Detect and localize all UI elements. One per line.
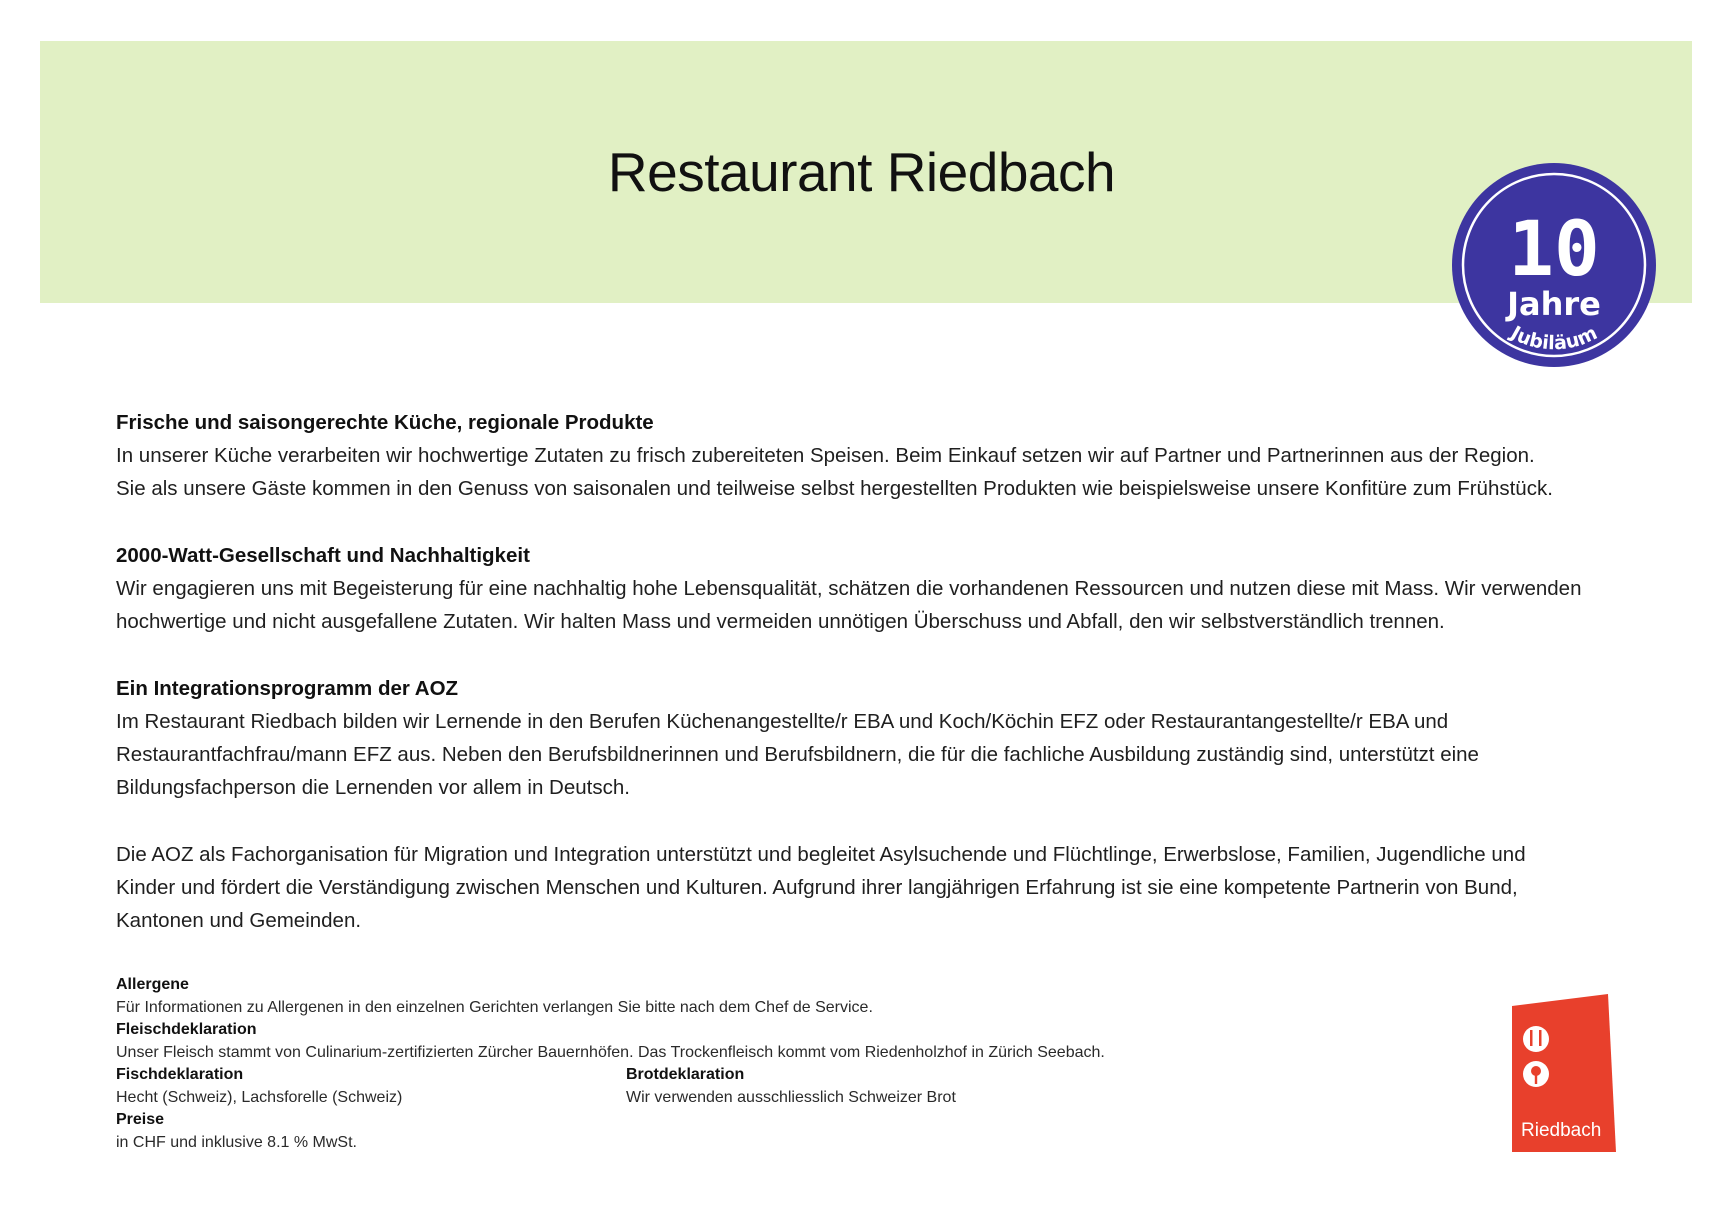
section-integration [116,672,1636,804]
fleisch-text: Unser Fleisch stammt von Culinarium-zertifizierten Zürcher Bauernhöfen. Das Trockenfleisch kommt vom Riedenholzhof in Zürich Seebach. [116,1043,1105,1061]
section-kueche [116,406,1636,505]
section-line: Die AOZ als Fachorganisation für Migration und Integration unterstützt und begleitet Asylsuchende und Flüchtlinge, Erwerbslose, Familien, Jugendliche und [116,843,1526,866]
badge-number: 10 [1508,204,1600,293]
brot-label: Brotdeklaration [626,1066,745,1083]
section-line: Kantonen und Gemeinden. [116,909,362,932]
footer-declarations [116,974,1416,1154]
main-content [116,406,1636,971]
allergene-label: Allergene [116,976,189,993]
fisch-text: Hecht (Schweiz), Lachsforelle (Schweiz) [116,1088,403,1106]
section-line: In unserer Küche verarbeiten wir hochwertige Zutaten zu frisch zubereiteten Speisen. Beim Einkauf setzen wir auf Partner und Partnerinnen aus der Region. [116,444,1535,467]
spoon-icon [1523,1061,1549,1087]
section-aoz [116,838,1636,937]
section-line: Wir engagieren uns mit Begeisterung für eine nachhaltig hohe Lebensqualität, schätzen die vorhandenen Ressourcen und nutzen diese mit Mass. Wir verwenden [116,577,1582,600]
badge-years: Jahre [1507,285,1601,323]
allergene-text: Für Informationen zu Allergenen in den einzelnen Gerichten verlangen Sie bitte nach dem Chef de Service. [116,998,873,1016]
section-line: Im Restaurant Riedbach bilden wir Lernende in den Berufen Küchenangestellte/r EBA und Koch/Köchin EFZ oder Restaurantangestellte/r EBA und [116,710,1449,733]
fisch-column [116,1064,626,1109]
badge-jubilee: Jubiläum [1507,321,1601,355]
fork-knife-icon [1523,1026,1549,1052]
anniversary-badge [1452,163,1656,367]
section-nachhaltigkeit [116,539,1636,638]
fleisch-label: Fleischdeklaration [116,1021,257,1038]
section-line: hochwertige und nicht ausgefallene Zutaten. Wir halten Mass und vermeiden unnötigen Überschuss und Abfall, den wir selbstverständlich trennen. [116,610,1445,633]
section-line: Sie als unsere Gäste kommen in den Genuss von saisonalen und teilweise selbst hergestellten Produkten wie beispielsweise unsere Konfitüre zum Frühstück. [116,477,1553,500]
preise-label: Preise [116,1111,165,1128]
section-line: Restaurantfachfrau/mann EFZ aus. Neben den Berufsbildnerinnen und Berufsbildnern, die für die fachliche Ausbildung zuständig sind, unterstützt eine [116,743,1479,766]
preise-text: in CHF und inklusive 8.1 % MwSt. [116,1133,357,1151]
section-heading: Ein Integrationsprogramm der AOZ [116,677,459,700]
section-line: Kinder und fördert die Verständigung zwischen Menschen und Kulturen. Aufgrund ihrer langjährigen Erfahrung ist sie eine kompetente Partnerin von Bund, [116,876,1518,899]
footer-row-fisch-brot [116,1064,1416,1109]
section-line: Bildungsfachperson die Lernenden vor allem in Deutsch. [116,776,630,799]
logo-label: Riedbach [1521,1120,1602,1141]
section-heading: Frische und saisongerechte Küche, regionale Produkte [116,411,654,434]
brot-column [626,1064,1226,1109]
fisch-label: Fischdeklaration [116,1066,244,1083]
section-heading: 2000-Watt-Gesellschaft und Nachhaltigkeit [116,544,530,567]
page-title: Restaurant Riedbach [607,141,1116,203]
brot-text: Wir verwenden ausschliesslich Schweizer Brot [626,1088,956,1106]
